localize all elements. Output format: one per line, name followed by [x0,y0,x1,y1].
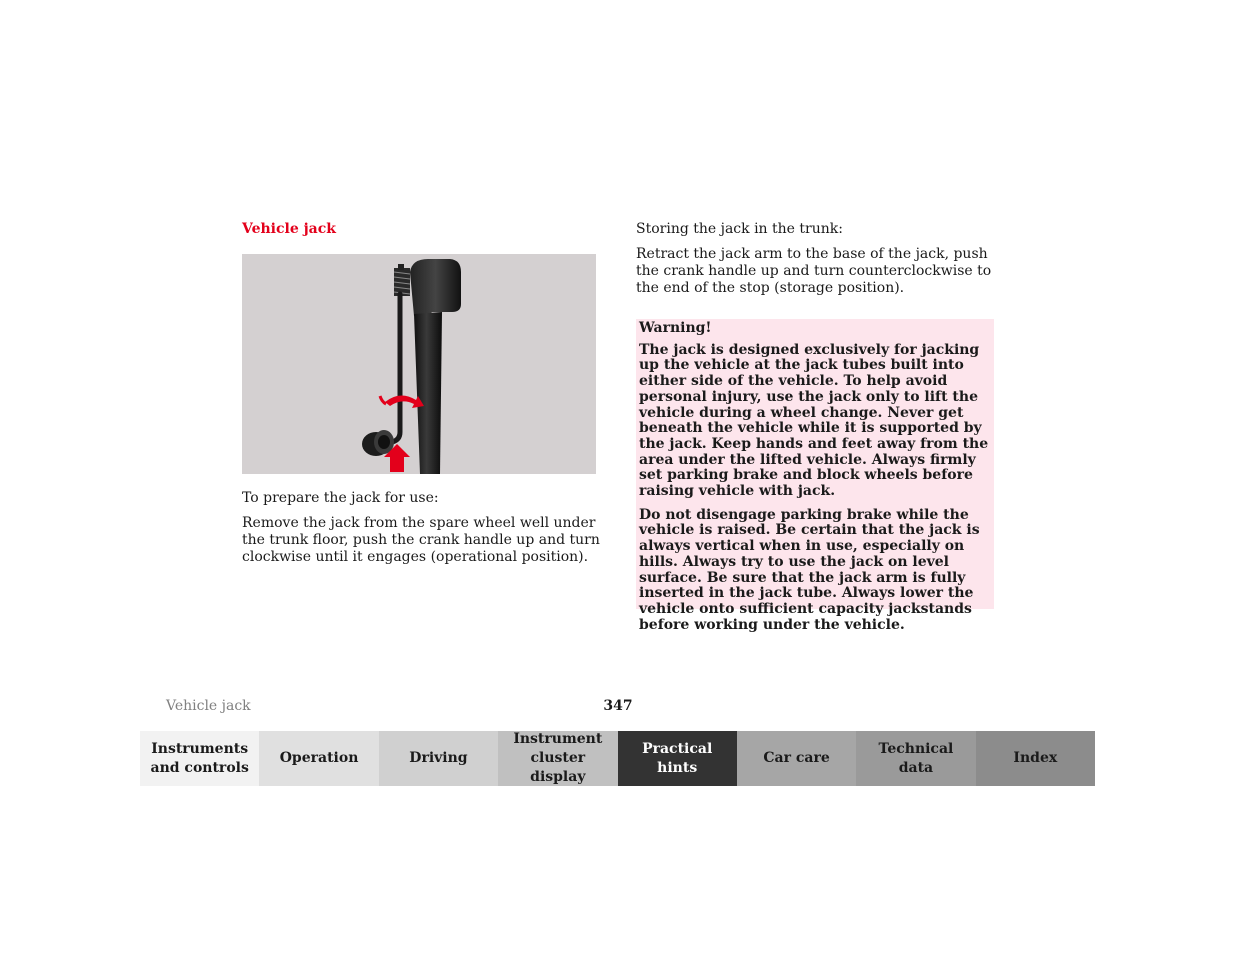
prepare-steps: Remove the jack from the spare wheel well under the trunk floor, push the crank handle up and turn clockwise until it engages (operational position). [242,515,600,565]
warning-paragraph-1: The jack is designed exclusively for jacking up the vehicle at the jack tubes built into either side of the vehicle. To help avoid personal injury, use the jack only to lift the vehicle during a wheel change. Never get beneath the vehicle while it is supported by the jack. Keep hands and feet away from the area under the lifted vehicle. Always firmly set parking brake and block wheels before raising vehicle with jack. [639,341,989,500]
nav-tab-instruments-and-controls[interactable]: Instruments and controls [140,731,259,786]
nav-tab-technical-data[interactable]: Technical data [856,731,975,786]
nav-tab-practical-hints[interactable]: Practical hints [618,731,737,786]
warning-box [636,319,994,633]
warning-title: Warning! [639,320,712,336]
footer-section-label: Vehicle jack [166,698,251,714]
storing-intro: Storing the jack in the trunk: [636,221,843,237]
prepare-intro: To prepare the jack for use: [242,490,439,506]
warning-paragraph-2: Do not disengage parking brake while the vehicle is raised. Be certain that the jack is always vertical when in use, especially on hills. Always try to use the jack on level surface. Be sure that the jack arm is fully inserted in the jack tube. Always lower the vehicle onto sufficient capacity jackstands before working under the vehicle. [639,506,980,633]
nav-tab-operation[interactable]: Operation [259,731,378,786]
chapter-navigation [140,731,1095,786]
nav-tab-car-care[interactable]: Car care [737,731,856,786]
jack-illustration [242,254,596,474]
nav-tab-driving[interactable]: Driving [379,731,498,786]
storing-instructions [636,221,996,305]
nav-tab-index[interactable]: Index [976,731,1095,786]
page-number: 347 [603,698,633,714]
jack-head [410,259,461,316]
nav-tab-instrument-cluster-display[interactable]: Instrument cluster display [498,731,617,786]
jack-tube [414,312,442,474]
prepare-instructions [242,490,602,574]
jack-figure [242,254,596,474]
section-title: Vehicle jack [242,221,336,237]
storing-steps: Retract the jack arm to the base of the jack, push the crank handle up and turn counterclockwise to the end of the stop (storage position). [636,246,992,296]
crank-handle [386,294,400,444]
